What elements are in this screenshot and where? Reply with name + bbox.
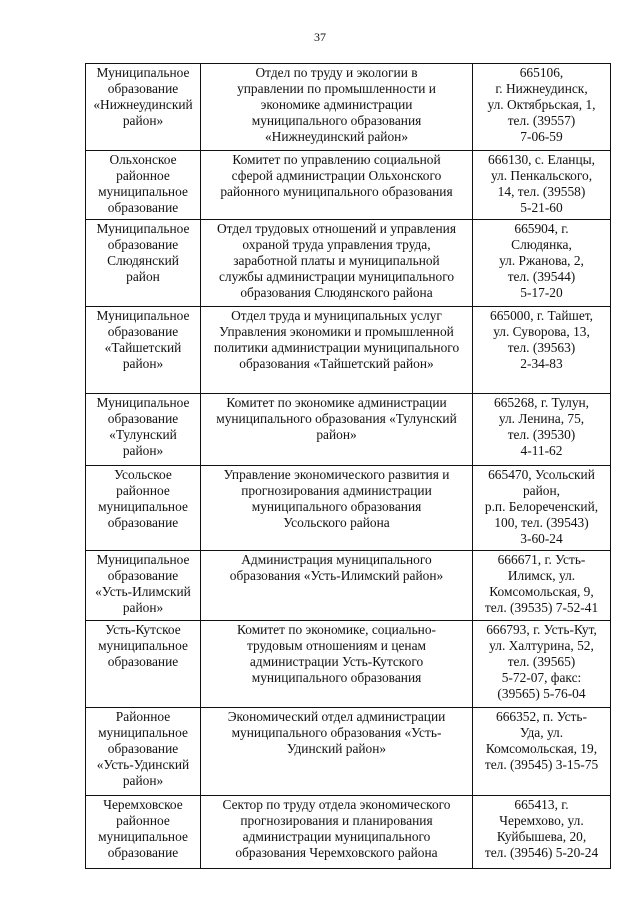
agency-cell-line: Сектор по труду отдела экономического <box>222 797 451 812</box>
agency-cell-line: Комитет по экономике, социально- <box>236 622 436 637</box>
address-cell-line: ул. Ржанова, 2, <box>499 253 584 268</box>
table-row <box>86 307 611 394</box>
municipality-cell-line: район» <box>122 443 164 458</box>
agency-cell-line: Отдел трудовых отношений и управления <box>217 221 456 236</box>
address-cell <box>473 551 611 621</box>
municipality-cell-line: образование <box>107 324 179 339</box>
page-number: 37 <box>314 30 326 44</box>
address-cell-line: Комсомольская, 19, <box>485 741 598 756</box>
table-row <box>86 796 611 869</box>
table-row <box>86 466 611 551</box>
address-cell-line: ул. Халтурина, 52, <box>489 638 594 653</box>
address-cell-line: район, <box>522 483 560 498</box>
municipality-cell-line: образование <box>107 411 179 426</box>
address-cell-line: тел. (39546) 5-20-24 <box>484 845 599 860</box>
agency-cell-line: сферой администрации Ольхонского <box>231 168 442 183</box>
table-row <box>86 708 611 796</box>
municipality-cell-line: Слюдянский <box>107 253 179 268</box>
address-cell-line: Черемхово, ул. <box>499 813 584 828</box>
agency-cell <box>201 551 473 621</box>
municipality-cell-line: образование <box>107 741 179 756</box>
address-cell-line: 665000, г. Тайшет, <box>490 308 593 323</box>
agency-cell-line: Администрация муниципального <box>241 552 432 567</box>
agency-cell-line: экономике администрации <box>260 97 413 112</box>
municipality-cell-line: «Тайшетский <box>104 340 182 355</box>
agency-cell-line: Удинский район» <box>286 741 387 756</box>
address-cell-line: 100, тел. (39543) <box>494 515 589 530</box>
table-row <box>86 394 611 466</box>
municipality-cell-line: Районное <box>115 709 171 724</box>
municipality-cell-line: муниципальное <box>98 184 188 199</box>
agency-cell-line: заработной платы и муниципальной <box>233 253 440 268</box>
address-cell-line: тел. (39530) <box>507 427 576 442</box>
agency-cell-line: охраной труда управления труда, <box>242 237 431 252</box>
agency-cell-line: образования Черемховского района <box>235 845 438 860</box>
municipality-cell <box>86 621 201 708</box>
agency-cell-line: Усольского района <box>283 515 390 530</box>
agency-cell-line: образования Слюдянского района <box>240 285 433 300</box>
agency-cell-line: Отдел по труду и экологии в <box>255 65 418 80</box>
address-cell-line: 666352, п. Усть- <box>496 709 587 724</box>
municipality-cell <box>86 466 201 551</box>
municipality-cell-line: район» <box>122 600 164 615</box>
agency-cell-line: муниципального образования <box>251 499 422 514</box>
municipality-cell-line: муниципальное <box>98 499 188 514</box>
address-cell-line: 665268, г. Тулун, <box>493 395 590 410</box>
municipality-cell-line: Муниципальное <box>96 65 190 80</box>
agency-cell-line: Комитет по управлению социальной <box>232 152 441 167</box>
municipality-cell-line: районное <box>116 168 170 183</box>
address-cell-line: 5-21-60 <box>520 200 563 215</box>
agency-cell-line: Комитет по экономике администрации <box>226 395 447 410</box>
table-row <box>86 621 611 708</box>
address-cell-line: 5-17-20 <box>520 285 563 300</box>
municipality-cell-line: муниципальное <box>98 638 188 653</box>
agency-cell <box>201 151 473 220</box>
municipality-cell <box>86 796 201 869</box>
address-cell-line: 2-34-83 <box>520 356 563 371</box>
agency-cell-line: прогнозирования администрации <box>241 483 432 498</box>
address-cell-line: (39565) 5-76-04 <box>497 686 586 701</box>
municipality-cell <box>86 708 201 796</box>
address-cell-line: 666793, г. Усть-Кут, <box>486 622 597 637</box>
municipality-cell-line: Черемховское <box>103 797 183 812</box>
address-cell-line: тел. (39557) <box>507 113 576 128</box>
table-row <box>86 551 611 621</box>
agency-cell-line: муниципального образования <box>251 670 422 685</box>
municipality-cell-line: «Усть-Удинский <box>96 757 190 772</box>
address-cell-line: ул. Ленина, 75, <box>498 411 585 426</box>
municipality-cell-line: район» <box>122 773 164 788</box>
municipality-cell-line: районное <box>116 813 170 828</box>
municipality-cell-line: районное <box>116 483 170 498</box>
agency-cell-line: образования «Усть-Илимский район» <box>229 568 444 583</box>
address-cell <box>473 64 611 151</box>
municipality-cell <box>86 551 201 621</box>
municipality-cell-line: Усольское <box>114 467 172 482</box>
agency-cell-line: Управление экономического развития и <box>223 467 450 482</box>
municipality-cell-line: Ольхонское <box>109 152 177 167</box>
municipality-cell <box>86 307 201 394</box>
agency-cell <box>201 621 473 708</box>
agency-cell <box>201 220 473 307</box>
table-row <box>86 64 611 151</box>
address-cell-line: 666671, г. Усть- <box>497 552 586 567</box>
address-cell-line: ул. Суворова, 13, <box>493 324 590 339</box>
address-cell-line: 665106, <box>519 65 564 80</box>
address-cell-line: тел. (39544) <box>507 269 576 284</box>
agency-cell-line: муниципального образования «Усть- <box>231 725 442 740</box>
address-cell <box>473 307 611 394</box>
address-cell-line: г. Нижнеудинск, <box>495 81 588 96</box>
address-cell <box>473 796 611 869</box>
municipality-cell-line: образование <box>107 200 179 215</box>
address-cell <box>473 708 611 796</box>
agency-cell-line: район» <box>316 427 357 442</box>
municipality-cell-line: Муниципальное <box>96 552 190 567</box>
agency-cell-line: районного муниципального образования <box>220 184 453 199</box>
agency-cell <box>201 466 473 551</box>
municipality-cell-line: Муниципальное <box>96 395 190 410</box>
municipality-cell-line: образование <box>107 654 179 669</box>
address-cell-line: 665413, г. <box>514 797 569 812</box>
address-cell-line: Уда, ул. <box>519 725 564 740</box>
agency-cell-line: прогнозирования и планирования <box>240 813 433 828</box>
municipality-cell-line: «Тулунский <box>109 427 177 442</box>
municipality-cell-line: «Нижнеудинский <box>93 97 193 112</box>
address-cell-line: 14, тел. (39558) <box>497 184 586 199</box>
municipality-cell <box>86 394 201 466</box>
address-cell-line: тел. (39535) 7-52-41 <box>484 600 599 615</box>
address-cell-line: Куйбышева, 20, <box>496 829 587 844</box>
address-cell-line: 3-60-24 <box>520 531 563 546</box>
address-cell-line: Илимск, ул. <box>507 568 576 583</box>
agency-cell-line: трудовым отношениям и ценам <box>246 638 427 653</box>
municipality-cell-line: Муниципальное <box>96 221 190 236</box>
address-cell-line: ул. Пенкальского, <box>490 168 593 183</box>
municipality-cell-line: район» <box>122 113 164 128</box>
municipal-agencies-table <box>85 63 611 869</box>
address-cell <box>473 466 611 551</box>
address-cell-line: Комсомольская, 9, <box>489 584 594 599</box>
address-cell-line: тел. (39565) <box>507 654 576 669</box>
table-body <box>86 64 611 869</box>
municipality-cell-line: район <box>126 269 160 284</box>
municipality-cell-line: муниципальное <box>98 829 188 844</box>
municipality-cell-line: образование <box>107 237 179 252</box>
agency-cell-line: образования «Тайшетский район» <box>239 356 434 371</box>
agency-cell-line: Управления экономики и промышленной <box>219 324 454 339</box>
agency-cell-line: администрации Усть-Кутского <box>249 654 424 669</box>
municipality-cell <box>86 220 201 307</box>
municipality-cell-line: образование <box>107 515 179 530</box>
municipality-cell-line: Усть-Кутское <box>105 622 181 637</box>
municipality-cell-line: образование <box>107 81 179 96</box>
municipality-cell <box>86 151 201 220</box>
agency-cell-line: управлении по промышленности и <box>237 81 436 96</box>
municipality-cell-line: район» <box>122 356 164 371</box>
address-cell-line: ул. Октябрьская, 1, <box>487 97 596 112</box>
municipality-cell-line: Муниципальное <box>96 308 190 323</box>
table-row <box>86 220 611 307</box>
address-cell-line: р.п. Белореченский, <box>484 499 599 514</box>
agency-cell-line: муниципального образования <box>251 113 422 128</box>
address-cell-line: 665904, г. <box>514 221 569 236</box>
agency-cell-line: службы администрации муниципального <box>218 269 455 284</box>
address-cell-line: 666130, с. Еланцы, <box>488 152 595 167</box>
municipality-cell <box>86 64 201 151</box>
agency-cell-line: Экономический отдел администрации <box>227 709 446 724</box>
agency-cell <box>201 708 473 796</box>
municipality-cell-line: муниципальное <box>98 725 188 740</box>
address-cell <box>473 151 611 220</box>
address-cell-line: тел. (39563) <box>507 340 576 355</box>
agency-cell-line: муниципального образования «Тулунский <box>216 411 457 426</box>
address-cell <box>473 220 611 307</box>
address-cell-line: тел. (39545) 3-15-75 <box>484 757 599 772</box>
agency-cell <box>201 796 473 869</box>
address-cell-line: 4-11-62 <box>520 443 563 458</box>
agency-cell-line: Отдел труда и муниципальных услуг <box>231 308 442 323</box>
address-cell <box>473 394 611 466</box>
municipality-cell-line: «Усть-Илимский <box>95 584 191 599</box>
agency-cell <box>201 64 473 151</box>
agency-cell <box>201 394 473 466</box>
address-cell <box>473 621 611 708</box>
municipality-cell-line: образование <box>107 568 179 583</box>
agency-cell-line: администрации муниципального <box>242 829 431 844</box>
agency-cell-line: политики администрации муниципального <box>213 340 460 355</box>
address-cell-line: 5-72-07, факс: <box>501 670 582 685</box>
address-cell-line: 7-06-59 <box>520 129 563 144</box>
agency-cell <box>201 307 473 394</box>
table-row <box>86 151 611 220</box>
agency-cell-line: «Нижнеудинский район» <box>264 129 409 144</box>
municipality-cell-line: образование <box>107 845 179 860</box>
address-cell-line: Слюдянка, <box>511 237 572 252</box>
address-cell-line: 665470, Усольский <box>488 467 595 482</box>
